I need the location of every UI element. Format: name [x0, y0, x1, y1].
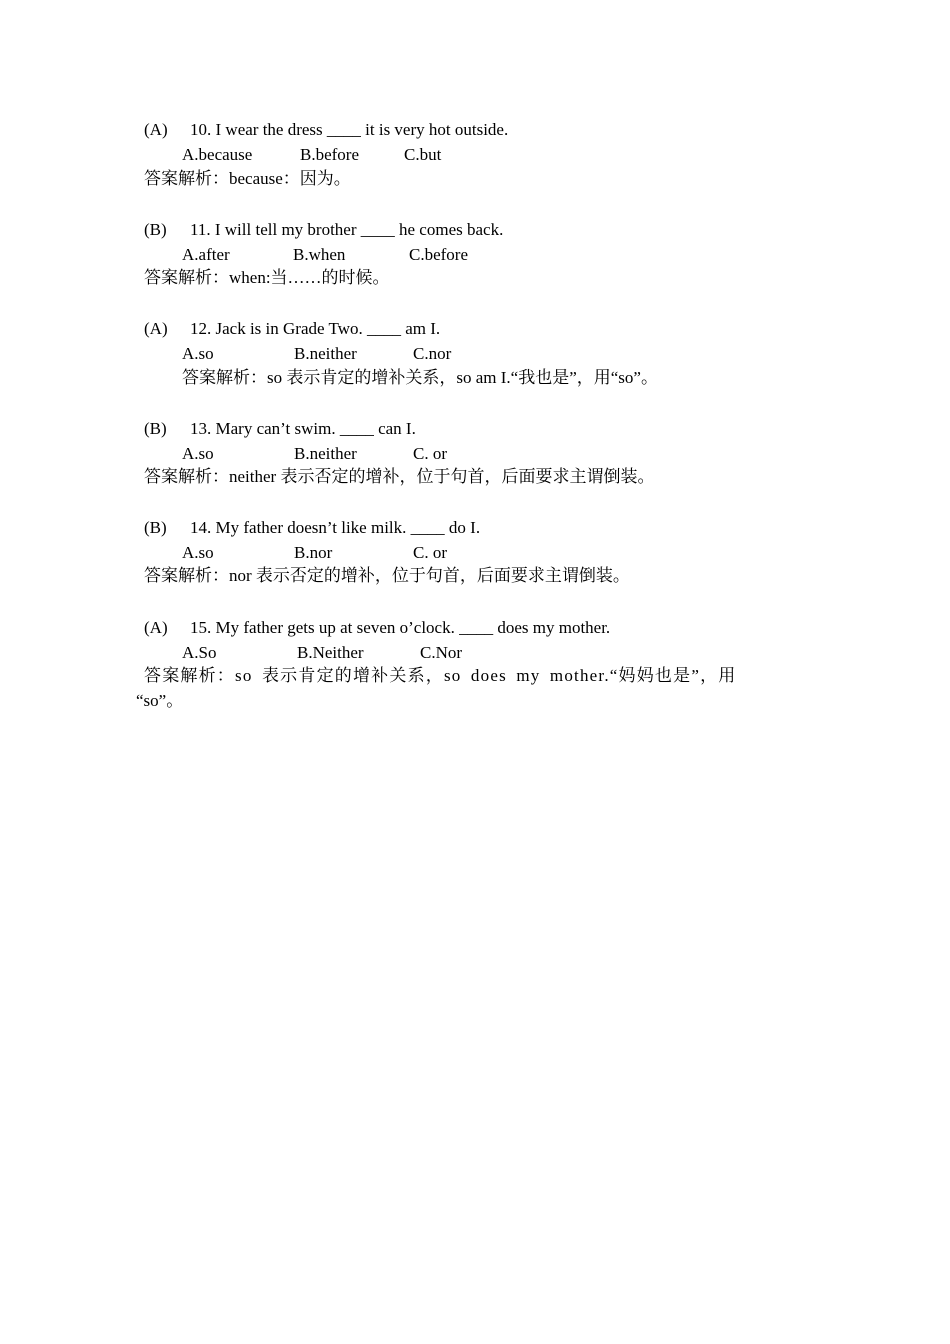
- question-15: [144, 616, 610, 640]
- question-12: [144, 317, 440, 341]
- option-b: B.neither: [294, 444, 357, 463]
- option-c: C.nor: [413, 344, 452, 363]
- option-c: C.but: [404, 145, 442, 164]
- option-b: B.when: [293, 245, 346, 264]
- option-a: A.because: [182, 145, 253, 164]
- option-a: A.so: [182, 543, 214, 562]
- option-c: C. or: [413, 543, 447, 562]
- explanation: 答案解析：so 表示肯定的增补关系，so am I.“我也是”，用“so”。: [182, 368, 658, 387]
- question-13: [144, 417, 416, 441]
- option-c: C.Nor: [420, 643, 463, 662]
- explanation: 答案解析：when:当……的时候。: [144, 268, 390, 287]
- option-a: A.so: [182, 344, 214, 363]
- explanation: 答案解析：so 表示肯定的增补关系，so does my mother.“妈妈也是”，用: [144, 666, 737, 685]
- question-stem: 13. Mary can’t swim. ____ can I.: [190, 419, 416, 438]
- option-a: A.So: [182, 643, 217, 662]
- question-answer: (A): [144, 618, 168, 637]
- question-stem: 14. My father doesn’t like milk. ____ do I.: [190, 518, 481, 537]
- question-answer: (B): [144, 220, 167, 239]
- question-answer: (A): [144, 319, 168, 338]
- question-stem: 15. My father gets up at seven o’clock. ____ does my mother.: [190, 618, 611, 637]
- explanation: 答案解析：because：因为。: [144, 169, 351, 188]
- explanation-continued: “so”。: [136, 691, 184, 710]
- question-answer: (B): [144, 518, 167, 537]
- explanation: 答案解析：neither 表示否定的增补，位于句首，后面要求主谓倒装。: [144, 467, 655, 486]
- question-stem: 10. I wear the dress ____ it is very hot outside.: [190, 120, 509, 139]
- option-c: C. or: [413, 444, 447, 463]
- question-answer: (B): [144, 419, 167, 438]
- question-stem: 12. Jack is in Grade Two. ____ am I.: [190, 319, 441, 338]
- question-answer: (A): [144, 120, 168, 139]
- option-b: B.nor: [294, 543, 333, 562]
- question-10: [144, 118, 508, 142]
- option-c: C.before: [409, 245, 469, 264]
- option-b: B.neither: [294, 344, 357, 363]
- question-14: [144, 516, 480, 540]
- option-a: A.after: [182, 245, 230, 264]
- option-a: A.so: [182, 444, 214, 463]
- question-stem: 11. I will tell my brother ____ he comes back.: [190, 220, 504, 239]
- option-b: B.Neither: [297, 643, 364, 662]
- explanation: 答案解析：nor 表示否定的增补，位于句首，后面要求主谓倒装。: [144, 566, 630, 585]
- question-11: [144, 218, 503, 242]
- option-b: B.before: [300, 145, 360, 164]
